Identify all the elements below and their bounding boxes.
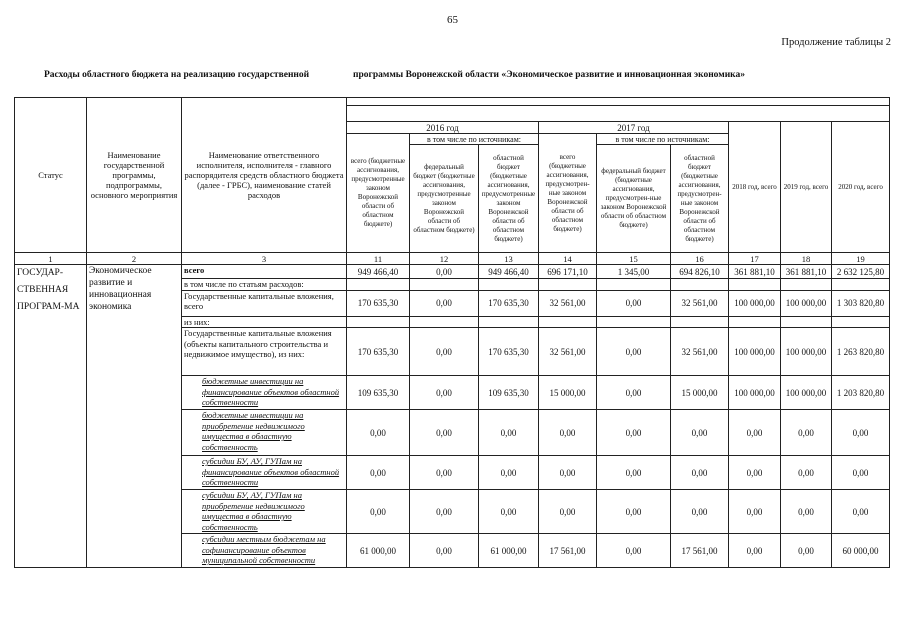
page-number: 65 — [447, 14, 458, 26]
expense-label: субсидии БУ, АУ, ГУПам на финансирование объектов областной собственности — [182, 456, 347, 490]
value-cell — [597, 316, 671, 328]
column-number: 1 — [15, 253, 87, 265]
header-blank-row — [347, 98, 890, 106]
expense-label: бюджетные инвестиции на финансирование объектов областной собственности — [182, 376, 347, 410]
value-cell: 0,00 — [410, 265, 479, 279]
value-cell: 0,00 — [410, 534, 479, 568]
value-cell: 109 635,30 — [347, 376, 410, 410]
value-cell: 0,00 — [729, 456, 781, 490]
value-cell — [729, 316, 781, 328]
value-cell — [781, 316, 832, 328]
expense-label: Государственные капитальные вложения (объекты капитального строительства и недвижимое имущество), из них: — [182, 328, 347, 376]
table-continuation-note: Продолжение таблицы 2 — [781, 37, 891, 48]
value-cell — [479, 316, 539, 328]
column-number: 2 — [87, 253, 182, 265]
value-cell — [347, 316, 410, 328]
expense-label: Государственные капитальные вложения, всего — [182, 290, 347, 316]
value-cell: 0,00 — [347, 456, 410, 490]
value-cell: 170 635,30 — [347, 290, 410, 316]
column-number: 18 — [781, 253, 832, 265]
value-cell: 32 561,00 — [539, 328, 597, 376]
header-2016-federal: федеральный бюджет (бюджетные ассигнования, предусмотренные законом Воронежской области об областном бюджете) — [410, 145, 479, 253]
budget-table — [14, 97, 890, 568]
value-cell: 1 345,00 — [597, 265, 671, 279]
column-number-row — [15, 253, 890, 265]
header-2016-regional: областной бюджет (бюджетные ассигнования, предусмотренные законом Воронежской области об областном бюджете) — [479, 145, 539, 253]
header-2016-total: всего (бюджетные ассигнования, предусмотренные законом Воронежской области об областном бюджете) — [347, 134, 410, 253]
value-cell: 0,00 — [410, 490, 479, 534]
header-blank-row-2 — [347, 106, 890, 122]
value-cell: 0,00 — [479, 410, 539, 456]
header-2018: 2018 год, всего — [729, 122, 781, 253]
value-cell: 694 826,10 — [671, 265, 729, 279]
header-2017-by-sources: в том числе по источникам: — [597, 134, 729, 145]
table-title-right: программы Воронежской области «Экономическое развитие и инновационная экономика» — [353, 70, 746, 80]
value-cell — [671, 279, 729, 291]
value-cell: 0,00 — [479, 456, 539, 490]
expense-label: субсидии местным бюджетам на софинансирование объектов муниципальной собственности — [182, 534, 347, 568]
value-cell — [539, 316, 597, 328]
expense-label: бюджетные инвестиции на приобретение недвижимого имущества в областную собственность — [182, 410, 347, 456]
column-number: 11 — [347, 253, 410, 265]
value-cell — [671, 316, 729, 328]
value-cell: 32 561,00 — [539, 290, 597, 316]
header-year-2017: 2017 год — [539, 122, 729, 134]
value-cell: 0,00 — [539, 490, 597, 534]
header-year-2016: 2016 год — [347, 122, 539, 134]
value-cell: 0,00 — [410, 290, 479, 316]
value-cell — [729, 279, 781, 291]
header-program-name: Наименование государственной программы, подпрограммы, основного мероприятия — [87, 98, 182, 253]
value-cell: 60 000,00 — [832, 534, 890, 568]
value-cell: 0,00 — [539, 456, 597, 490]
column-number: 16 — [671, 253, 729, 265]
value-cell: 0,00 — [479, 490, 539, 534]
value-cell: 0,00 — [729, 534, 781, 568]
value-cell: 361 881,10 — [781, 265, 832, 279]
expense-label: в том числе по статьям расходов: — [182, 279, 347, 291]
column-number: 19 — [832, 253, 890, 265]
value-cell: 15 000,00 — [539, 376, 597, 410]
column-number: 13 — [479, 253, 539, 265]
value-cell: 17 561,00 — [671, 534, 729, 568]
value-cell: 0,00 — [410, 376, 479, 410]
value-cell — [479, 279, 539, 291]
expense-label: из них: — [182, 316, 347, 328]
value-cell: 17 561,00 — [539, 534, 597, 568]
value-cell: 61 000,00 — [479, 534, 539, 568]
value-cell — [539, 279, 597, 291]
value-cell: 949 466,40 — [347, 265, 410, 279]
table-title-left: Расходы областного бюджета на реализацию государственной — [44, 70, 310, 80]
value-cell: 1 203 820,80 — [832, 376, 890, 410]
header-2017-federal: федеральный бюджет (бюджетные ассигнования, предусмотрен-ные законом Воронежской области об областном бюджете) — [597, 145, 671, 253]
value-cell: 696 171,10 — [539, 265, 597, 279]
value-cell: 100 000,00 — [729, 376, 781, 410]
value-cell: 0,00 — [781, 490, 832, 534]
value-cell: 109 635,30 — [479, 376, 539, 410]
value-cell: 0,00 — [597, 490, 671, 534]
value-cell: 0,00 — [781, 534, 832, 568]
value-cell — [597, 279, 671, 291]
value-cell: 0,00 — [729, 410, 781, 456]
header-2017-regional: областной бюджет (бюджетные ассигнования, предусмотрен-ные законом Воронежской области об областном бюджете) — [671, 145, 729, 253]
value-cell: 0,00 — [781, 456, 832, 490]
expense-label: всего — [182, 265, 347, 279]
value-cell: 1 303 820,80 — [832, 290, 890, 316]
value-cell: 0,00 — [410, 410, 479, 456]
column-number: 3 — [182, 253, 347, 265]
value-cell: 15 000,00 — [671, 376, 729, 410]
value-cell: 100 000,00 — [781, 290, 832, 316]
value-cell: 0,00 — [410, 456, 479, 490]
column-number: 17 — [729, 253, 781, 265]
value-cell: 100 000,00 — [781, 328, 832, 376]
column-number: 15 — [597, 253, 671, 265]
value-cell — [832, 279, 890, 291]
header-2016-by-sources: в том числе по источникам: — [410, 134, 539, 145]
value-cell: 61 000,00 — [347, 534, 410, 568]
value-cell: 2 632 125,80 — [832, 265, 890, 279]
value-cell: 0,00 — [832, 490, 890, 534]
program-status: ГОСУДАР-СТВЕННАЯ ПРОГРАМ-МА — [15, 265, 87, 568]
value-cell: 0,00 — [347, 410, 410, 456]
value-cell: 32 561,00 — [671, 290, 729, 316]
header-2017-total: всего (бюджетные ассигнования, предусмотрен-ные законом Воронежской области об областном бюджете) — [539, 134, 597, 253]
program-name: Экономическое развитие и инновационная экономика — [87, 265, 182, 568]
header-executor: Наименование ответственного исполнителя, исполнителя - главного распорядителя средств областного бюджета (далее - ГРБС), наименование статей расходов — [182, 98, 347, 253]
value-cell: 0,00 — [597, 328, 671, 376]
value-cell — [781, 279, 832, 291]
value-cell: 170 635,30 — [347, 328, 410, 376]
value-cell: 0,00 — [539, 410, 597, 456]
header-2020: 2020 год, всего — [832, 122, 890, 253]
value-cell: 0,00 — [832, 456, 890, 490]
value-cell — [832, 316, 890, 328]
value-cell: 949 466,40 — [479, 265, 539, 279]
value-cell: 0,00 — [671, 456, 729, 490]
value-cell: 170 635,30 — [479, 328, 539, 376]
header-status: Статус — [15, 98, 87, 253]
table-row — [15, 265, 890, 279]
value-cell — [410, 316, 479, 328]
column-number: 14 — [539, 253, 597, 265]
value-cell: 0,00 — [597, 290, 671, 316]
value-cell — [410, 279, 479, 291]
value-cell: 0,00 — [729, 490, 781, 534]
value-cell: 100 000,00 — [729, 328, 781, 376]
value-cell: 0,00 — [671, 410, 729, 456]
value-cell: 0,00 — [832, 410, 890, 456]
value-cell: 0,00 — [597, 534, 671, 568]
value-cell: 0,00 — [597, 376, 671, 410]
value-cell: 100 000,00 — [729, 290, 781, 316]
value-cell: 0,00 — [347, 490, 410, 534]
value-cell: 0,00 — [410, 328, 479, 376]
value-cell: 0,00 — [597, 410, 671, 456]
column-number: 12 — [410, 253, 479, 265]
value-cell: 100 000,00 — [781, 376, 832, 410]
value-cell: 361 881,10 — [729, 265, 781, 279]
value-cell: 0,00 — [781, 410, 832, 456]
value-cell: 170 635,30 — [479, 290, 539, 316]
table-title — [44, 70, 746, 80]
value-cell: 0,00 — [597, 456, 671, 490]
value-cell: 32 561,00 — [671, 328, 729, 376]
value-cell: 0,00 — [671, 490, 729, 534]
value-cell — [347, 279, 410, 291]
expense-label: субсидии БУ, АУ, ГУПам на приобретение недвижимого имущества в областную собственность — [182, 490, 347, 534]
header-2019: 2019 год, всего — [781, 122, 832, 253]
value-cell: 1 263 820,80 — [832, 328, 890, 376]
